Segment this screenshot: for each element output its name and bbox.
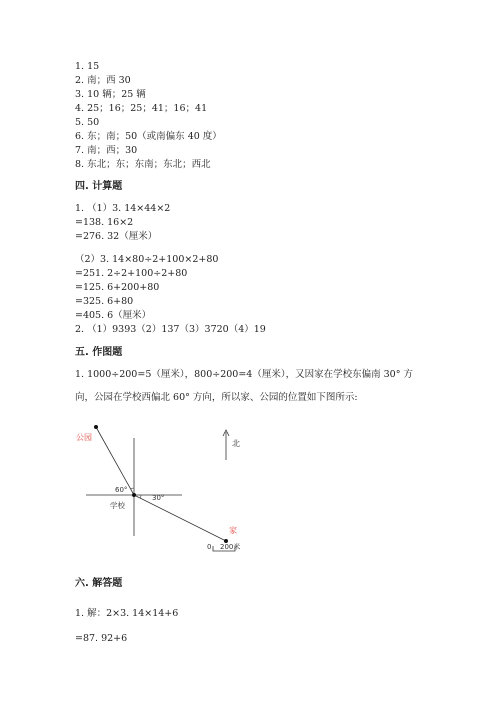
calc-line: =325. 6+80 <box>75 296 134 307</box>
answer-line: 3. 10 辆；25 辆 <box>75 89 146 100</box>
calc-line: =125. 6+200+80 <box>75 282 160 293</box>
solution-line: =87. 92+6 <box>75 633 128 644</box>
answer-line: 1. 15 <box>75 61 100 72</box>
home-label: 家 <box>229 526 237 535</box>
calc-line: =276. 32（厘米） <box>75 231 158 242</box>
solution-line: 1. 解：2×3. 14×14+6 <box>75 608 179 619</box>
park-label: 公园 <box>76 433 92 442</box>
school-point <box>132 493 136 497</box>
answer-line: 4. 25；16；25；41；16；41 <box>75 103 208 114</box>
paragraph-line: 1. 1000÷200=5（厘米），800÷200=4（厘米），又因家在学校东偏南 30° 方 <box>75 369 413 380</box>
section-heading: 五. 作图题 <box>75 347 123 358</box>
scale-zero-label: 0 <box>207 543 212 551</box>
section-heading: 六. 解答题 <box>75 578 123 589</box>
answer-line: 5. 50 <box>75 117 100 128</box>
answer-line: 8. 东北；东；东南；东北；西北 <box>75 159 211 170</box>
section-heading: 四. 计算题 <box>75 181 123 192</box>
angle-arc-home <box>140 495 141 498</box>
paragraph-line: 向，公园在学校西偏北 60° 方向，所以家、公园的位置如下图所示: <box>75 392 358 403</box>
home-line <box>134 495 226 541</box>
park-line <box>96 427 134 495</box>
answer-line: 7. 南；西；30 <box>75 145 138 156</box>
answer-line: 2. 南；西 30 <box>75 75 131 86</box>
calc-line: （2）3. 14×80÷2+100×2+80 <box>75 254 219 265</box>
angle-label-home: 30° <box>152 494 165 502</box>
park-point <box>94 425 98 429</box>
scale-unit-label: 200米 <box>220 543 241 551</box>
angle-arc-park <box>131 488 135 489</box>
school-label: 学校 <box>110 501 125 510</box>
calc-line: =405. 6（厘米） <box>75 310 152 321</box>
calc-line: =251. 2÷2+100÷2+80 <box>75 268 188 279</box>
calc-line: =138. 16×2 <box>75 217 134 228</box>
answer-line: 6. 东；南；50（或南偏东 40 度） <box>75 131 222 142</box>
calc-line: 1. （1）3. 14×44×2 <box>75 203 171 214</box>
north-label: 北 <box>232 439 240 448</box>
angle-label-park: 60° <box>115 486 128 494</box>
calc-line: 2. （1）9393（2）137（3）3720（4）19 <box>75 324 266 335</box>
